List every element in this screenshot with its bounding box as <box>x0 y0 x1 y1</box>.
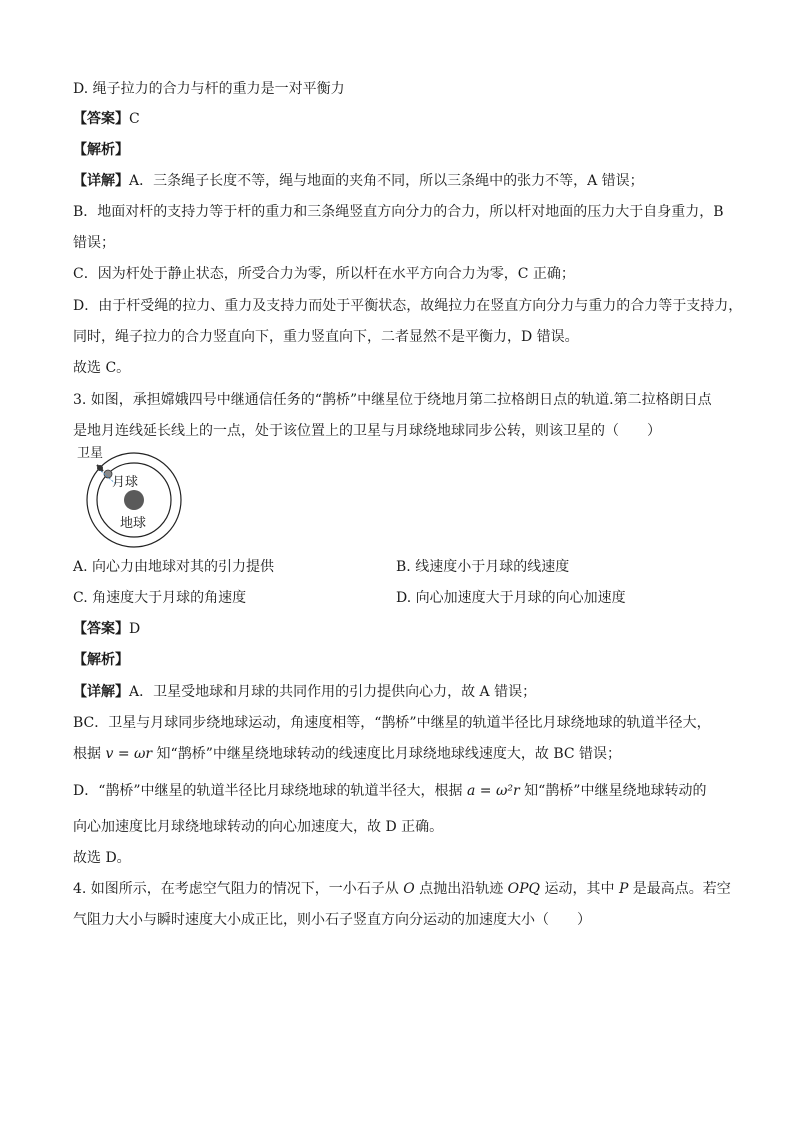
q3-option-b: B. 线速度小于月球的线速度 <box>396 559 570 575</box>
q3-detail-bc2 <box>73 744 621 764</box>
formula-a-omega2-r: a = ω²r <box>467 783 520 799</box>
text-segment: 知“鹊桥”中继星绕地球转动的 <box>519 783 707 799</box>
q3-detail-a <box>73 682 536 702</box>
q2-analysis-label <box>73 140 129 160</box>
point-o: O <box>403 881 415 897</box>
moon-body <box>104 470 112 478</box>
q2-option-d: D. 绳子拉力的合力与杆的重力是一对平衡力 <box>73 81 345 97</box>
q2-conclusion: 故选 C。 <box>73 360 131 376</box>
detail-label: 【详解】 <box>73 173 129 189</box>
text-segment: 运动，其中 <box>540 881 619 897</box>
analysis-label: 【解析】 <box>73 652 129 668</box>
detail-a-text: A．三条绳子长度不等，绳与地面的夹角不同，所以三条绳中的张力不等，A 错误； <box>129 173 644 189</box>
text-segment: 是最高点。若空 <box>628 881 731 897</box>
q3-detail-bc1: BC．卫星与月球同步绕地球运动，角速度相等，“鹊桥”中继星的轨道半径比月球绕地球的轨道半径大， <box>73 715 711 731</box>
moon-label: 月球 <box>112 475 139 490</box>
q2-detail-a <box>73 171 644 191</box>
answer-label: 【答案】 <box>73 111 129 127</box>
trajectory-opq: OPQ <box>507 881 541 897</box>
text-segment: 根据 <box>73 746 106 762</box>
q4-stem-line2: 气阻力大小与瞬时速度大小成正比，则小石子竖直方向分运动的加速度大小（ ） <box>73 912 591 928</box>
q2-answer <box>73 109 140 129</box>
answer-value: C <box>129 111 140 127</box>
q3-stem-line2: 是地月连线延长线上的一点，处于该位置上的卫星与月球绕地球同步公转，则该卫星的（ ） <box>73 423 661 439</box>
q2-detail-b1: B．地面对杆的支持力等于杆的重力和三条绳竖直方向分力的合力，所以杆对地面的压力大于自身重力，B <box>73 204 724 220</box>
earth-label: 地球 <box>120 516 147 531</box>
q3-option-a: A. 向心力由地球对其的引力提供 <box>73 559 275 575</box>
analysis-label: 【解析】 <box>73 142 129 158</box>
q3-analysis-label <box>73 650 129 670</box>
text-segment: 知“鹊桥”中继星绕地球转动的线速度比月球绕地球线速度大，故 BC 错误； <box>152 746 622 762</box>
detail-label: 【详解】 <box>73 684 129 700</box>
q4-stem-line1 <box>73 879 731 899</box>
orbit-diagram <box>70 446 190 546</box>
text-segment: D．“鹊桥”中继星的轨道半径比月球绕地球的轨道半径大，根据 <box>73 783 467 799</box>
q3-option-c: C. 角速度大于月球的角速度 <box>73 590 247 606</box>
q3-stem-line1: 3. 如图，承担嫦娥四号中继通信任务的“鹊桥”中继星位于绕地月第二拉格朗日点的轨道.第二拉格朗日点 <box>73 392 712 408</box>
q2-detail-b2: 错误； <box>73 235 115 251</box>
q3-option-d: D. 向心加速度大于月球的向心加速度 <box>396 590 626 606</box>
point-p: P <box>618 881 629 897</box>
q3-detail-d1 <box>73 781 706 801</box>
text-segment: 4. 如图所示，在考虑空气阻力的情况下，一小石子从 <box>73 881 404 897</box>
q2-detail-c: C．因为杆处于静止状态，所受合力为零，所以杆在水平方向合力为零，C 正确； <box>73 266 575 282</box>
answer-value: D <box>129 621 141 637</box>
earth-body <box>124 490 144 510</box>
q3-answer <box>73 619 140 639</box>
answer-label: 【答案】 <box>73 621 129 637</box>
q3-conclusion: 故选 D。 <box>73 850 131 866</box>
satellite-label: 卫星 <box>77 446 104 461</box>
q3-detail-d2: 向心加速度比月球绕地球转动的向心加速度大，故 D 正确。 <box>73 819 444 835</box>
earth-moon-satellite-figure <box>70 446 190 546</box>
detail-a-text: A．卫星受地球和月球的共同作用的引力提供向心力，故 A 错误； <box>129 684 537 700</box>
formula-v-omega-r: v = ωr <box>105 746 153 762</box>
q2-detail-d1: D．由于杆受绳的拉力、重力及支持力而处于平衡状态，故绳拉力在竖直方向分力与重力的合力等于支持力， <box>73 298 743 314</box>
text-segment: 点抛出沿轨迹 <box>414 881 508 897</box>
q2-detail-d2: 同时，绳子拉力的合力竖直向下，重力竖直向下，二者显然不是平衡力，D 错误。 <box>73 329 579 345</box>
